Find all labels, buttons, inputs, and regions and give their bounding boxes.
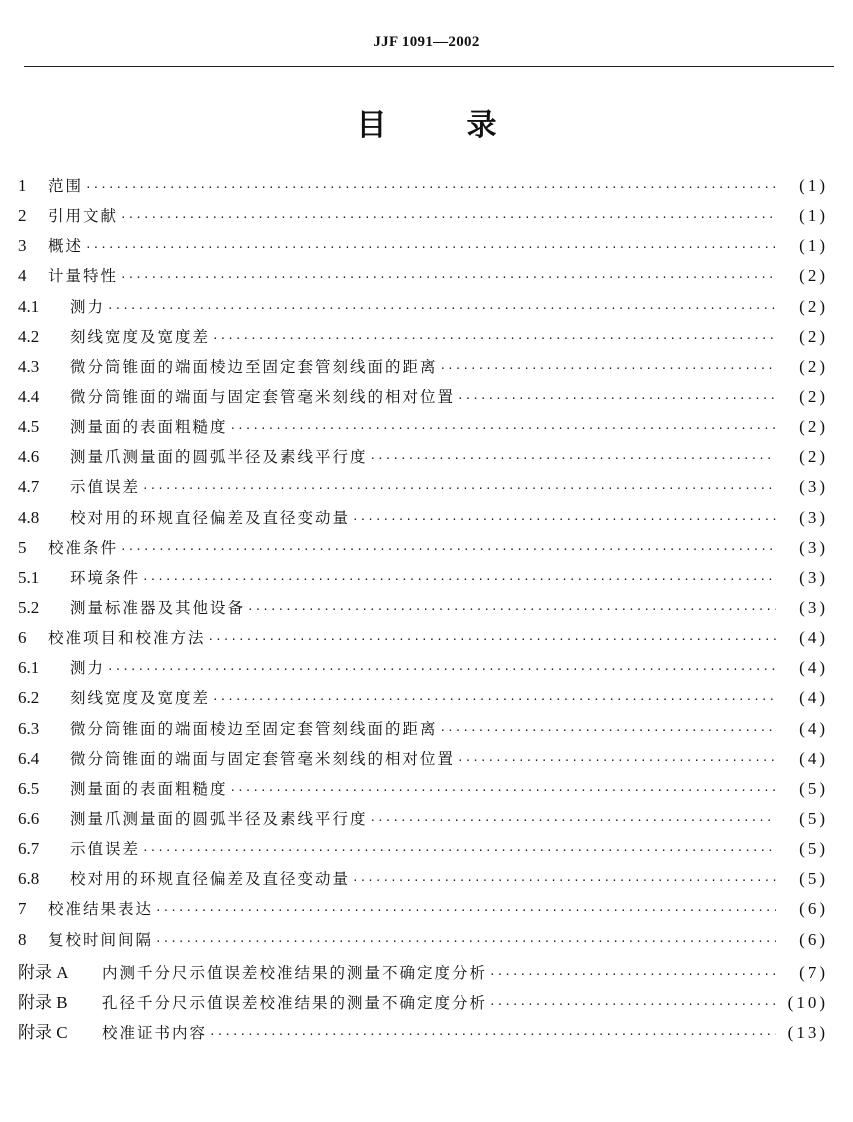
dot-leader <box>370 452 776 465</box>
toc-entry-page: (2) <box>799 356 828 376</box>
toc-entry-number: 6.8 <box>18 869 40 889</box>
title-char-1: 目 <box>356 108 387 143</box>
toc-entry-number: 3 <box>18 236 27 256</box>
toc-entry[interactable] <box>18 686 828 716</box>
toc-entry-title: 测量标准器及其他设备 <box>70 598 246 617</box>
toc-entry-title: 微分筒锥面的端面棱边至固定套管刻线面的距离 <box>70 357 438 376</box>
toc-entry-page: (1) <box>799 176 828 195</box>
dot-leader <box>142 844 776 857</box>
toc-entry-page: (1) <box>799 236 828 256</box>
toc-entry-page: (10) <box>787 992 828 1012</box>
dot-leader <box>457 392 776 405</box>
dot-leader <box>247 603 776 616</box>
toc-entry-number: 4.2 <box>18 326 40 346</box>
toc-entry-page: (3) <box>799 597 828 617</box>
toc-entry[interactable] <box>18 747 828 777</box>
toc-entry-number: 4.7 <box>18 477 40 497</box>
toc-entry-page: (5) <box>799 778 828 798</box>
toc-entry-number: 6.6 <box>18 808 40 828</box>
toc-entry-page: (2) <box>799 266 828 286</box>
toc-entry-title: 测量爪测量面的圆弧半径及素线平行度 <box>70 809 368 828</box>
toc-entry-page: (2) <box>799 447 828 467</box>
document-code-header: JJF 1091—2002 <box>373 34 480 50</box>
dot-leader <box>440 724 776 737</box>
dot-leader <box>208 633 776 646</box>
toc-entry-title: 刻线宽度及宽度差 <box>70 689 211 708</box>
toc-entry-title: 微分筒锥面的端面与固定套管毫米刻线的相对位置 <box>70 749 456 768</box>
dot-leader <box>107 663 776 676</box>
toc-entry-title: 校准结果表达 <box>48 900 154 919</box>
toc-entry[interactable] <box>18 717 828 747</box>
toc-entry-title: 校对用的环规直径偏差及直径变动量 <box>70 508 351 527</box>
toc-entry-number: 6.4 <box>18 748 40 768</box>
toc-entry[interactable] <box>18 475 828 505</box>
dot-leader <box>120 211 776 224</box>
toc-entry-number: 6 <box>18 628 27 648</box>
toc-entry-number: 1 <box>18 176 27 195</box>
toc-entry[interactable] <box>18 867 828 897</box>
toc-entry-number: 4.3 <box>18 356 40 376</box>
toc-entry-title: 校准条件 <box>48 538 119 557</box>
dot-leader <box>107 302 776 315</box>
toc-entry[interactable] <box>18 355 828 385</box>
toc-entry-number: 4 <box>18 266 27 286</box>
toc-entry-number: 7 <box>18 899 27 919</box>
header-rule <box>24 66 834 67</box>
dot-leader <box>120 271 776 284</box>
toc-entry-page: (4) <box>799 628 828 648</box>
toc-entry[interactable] <box>18 415 828 445</box>
toc-entry[interactable] <box>18 897 828 927</box>
toc-entry-title: 复校时间间隔 <box>48 930 154 949</box>
toc-entry[interactable] <box>18 566 828 596</box>
toc-entry-number: 2 <box>18 206 27 226</box>
toc-entry-number: 6.2 <box>18 688 40 708</box>
dot-leader <box>230 422 776 435</box>
toc-entry-number: 4.8 <box>18 507 40 527</box>
toc-entry-page: (3) <box>799 537 828 557</box>
toc-entry-page: (3) <box>799 567 828 587</box>
dot-leader <box>155 904 776 917</box>
dot-leader <box>489 998 776 1011</box>
toc-entry-page: (13) <box>787 1022 828 1042</box>
toc-entry-page: (2) <box>799 417 828 437</box>
toc-entry[interactable] <box>18 295 828 325</box>
toc-entry[interactable] <box>18 837 828 867</box>
toc-entry[interactable] <box>18 445 828 475</box>
toc-entry-number: 5.1 <box>18 567 40 587</box>
toc-entry-title: 概述 <box>48 237 84 256</box>
table-of-contents <box>18 174 828 1048</box>
toc-entry-number: 6.1 <box>18 658 40 678</box>
toc-entry-number: 4.1 <box>18 296 40 316</box>
toc-entry-title: 示值误差 <box>70 478 141 497</box>
toc-entry-page: (2) <box>799 326 828 346</box>
title-char-2: 录 <box>466 108 497 143</box>
toc-entry-title: 校对用的环规直径偏差及直径变动量 <box>70 870 351 889</box>
toc-entry-number: 5.2 <box>18 597 40 617</box>
toc-entry[interactable] <box>18 928 828 958</box>
toc-entry-number: 附录 A <box>18 962 69 982</box>
toc-entry-page: (4) <box>799 688 828 708</box>
toc-entry-title: 范围 <box>48 177 84 195</box>
toc-entry[interactable] <box>18 958 828 988</box>
toc-entry[interactable] <box>18 656 828 686</box>
toc-entry-number: 5 <box>18 537 27 557</box>
toc-entry[interactable] <box>18 626 828 656</box>
toc-entry[interactable] <box>18 174 828 204</box>
toc-entry-title: 引用文献 <box>48 207 119 226</box>
toc-entry-title: 微分筒锥面的端面棱边至固定套管刻线面的距离 <box>70 719 438 738</box>
dot-leader <box>230 784 776 797</box>
dot-leader <box>352 513 776 526</box>
toc-entry-title: 校准证书内容 <box>102 1023 208 1042</box>
dot-leader <box>457 754 776 767</box>
dot-leader <box>155 935 776 948</box>
toc-entry-number: 6.5 <box>18 778 40 798</box>
page-title <box>0 100 853 144</box>
toc-entry[interactable] <box>18 1018 828 1048</box>
toc-entry-title: 测量爪测量面的圆弧半径及素线平行度 <box>70 448 368 467</box>
dot-leader <box>489 968 776 981</box>
toc-entry[interactable] <box>18 807 828 837</box>
toc-entry-title: 微分筒锥面的端面与固定套管毫米刻线的相对位置 <box>70 387 456 406</box>
toc-entry[interactable] <box>18 264 828 294</box>
toc-entry-page: (2) <box>799 386 828 406</box>
toc-entry-title: 示值误差 <box>70 840 141 859</box>
toc-entry[interactable] <box>18 234 828 264</box>
toc-entry-page: (3) <box>799 477 828 497</box>
toc-entry-title: 测量面的表面粗糙度 <box>70 418 228 437</box>
toc-entry-page: (6) <box>799 929 828 949</box>
toc-entry-title: 环境条件 <box>70 568 141 587</box>
toc-entry-page: (4) <box>799 718 828 738</box>
toc-entry-title: 内测千分尺示值误差校准结果的测量不确定度分析 <box>102 963 488 982</box>
toc-entry-number: 6.7 <box>18 839 40 859</box>
toc-entry[interactable] <box>18 385 828 415</box>
toc-entry-page: (5) <box>799 839 828 859</box>
toc-entry[interactable] <box>18 596 828 626</box>
toc-entry[interactable] <box>18 506 828 536</box>
dot-leader <box>120 543 776 556</box>
toc-entry[interactable] <box>18 777 828 807</box>
toc-entry-page: (4) <box>799 748 828 768</box>
toc-entry-page: (1) <box>799 206 828 226</box>
dot-leader <box>209 1028 776 1041</box>
dot-leader <box>85 241 776 254</box>
toc-entry-title: 测力 <box>70 659 106 678</box>
toc-entry-page: (3) <box>799 507 828 527</box>
toc-entry-page: (4) <box>799 658 828 678</box>
toc-entry[interactable] <box>18 325 828 355</box>
dot-leader <box>370 814 776 827</box>
dot-leader <box>85 181 776 194</box>
toc-entry-page: (5) <box>799 808 828 828</box>
toc-entry-number: 4.5 <box>18 417 40 437</box>
toc-entry-title: 计量特性 <box>48 267 119 286</box>
toc-entry[interactable] <box>18 204 828 234</box>
dot-leader <box>440 362 776 375</box>
dot-leader <box>142 573 776 586</box>
toc-entry-number: 附录 B <box>18 992 68 1012</box>
toc-entry-number: 8 <box>18 929 27 949</box>
dot-leader <box>142 482 776 495</box>
toc-entry-page: (2) <box>799 296 828 316</box>
toc-entry-number: 4.6 <box>18 447 40 467</box>
toc-entry-number: 附录 C <box>18 1022 68 1042</box>
toc-entry-page: (5) <box>799 869 828 889</box>
dot-leader <box>212 332 776 345</box>
dot-leader <box>212 693 776 706</box>
toc-entry-page: (7) <box>799 962 828 982</box>
toc-entry-page: (6) <box>799 899 828 919</box>
toc-entry-number: 6.3 <box>18 718 40 738</box>
toc-entry-title: 测力 <box>70 297 106 316</box>
toc-entry-number: 4.4 <box>18 386 40 406</box>
toc-entry[interactable] <box>18 536 828 566</box>
toc-entry[interactable] <box>18 988 828 1018</box>
toc-entry-title: 刻线宽度及宽度差 <box>70 327 211 346</box>
toc-entry-title: 校准项目和校准方法 <box>48 629 206 648</box>
toc-entry-title: 测量面的表面粗糙度 <box>70 779 228 798</box>
toc-entry-title: 孔径千分尺示值误差校准结果的测量不确定度分析 <box>102 993 488 1012</box>
dot-leader <box>352 874 776 887</box>
